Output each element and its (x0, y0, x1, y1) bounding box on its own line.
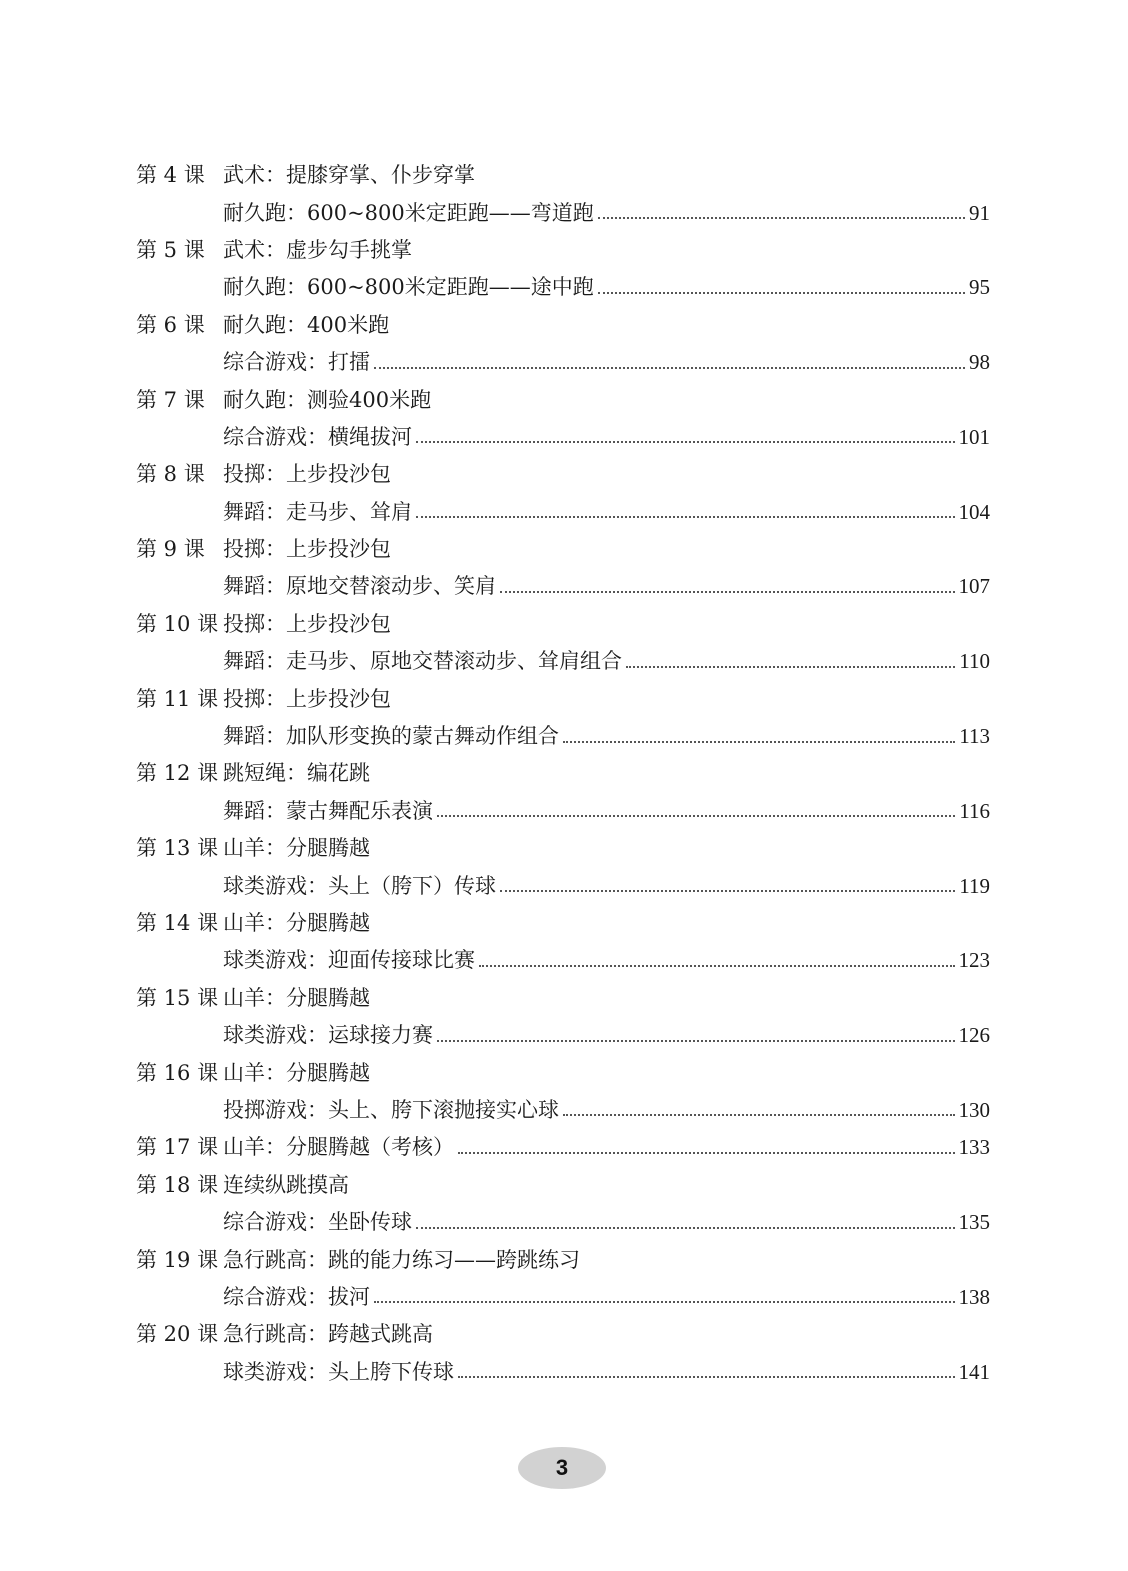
lesson-topic: 山羊：分腿腾越 (223, 911, 370, 935)
page-ref: 104 (958, 499, 990, 524)
toc-entry-line (136, 157, 990, 194)
lesson-topic: 投掷：上步投沙包 (223, 537, 391, 562)
page-ref: 123 (958, 948, 990, 973)
lesson-topic: 急行跳高：跨越式跳高 (223, 1322, 433, 1347)
toc-entry-line (136, 942, 990, 979)
dot-leader (500, 890, 955, 892)
dot-leader (598, 217, 965, 219)
dot-leader (437, 815, 955, 817)
toc-entry-line (136, 1354, 990, 1391)
dot-leader (563, 741, 955, 743)
lesson-number: 第 20 课 (136, 1322, 219, 1347)
lesson-number: 第 16 课 (136, 1060, 219, 1085)
dot-leader (500, 591, 955, 593)
lesson-topic: 舞蹈：走马步、耸肩 (223, 499, 412, 524)
lesson-topic: 投掷：上步投沙包 (223, 462, 391, 487)
lesson-number: 第 10 课 (136, 611, 219, 636)
dot-leader (563, 1114, 955, 1116)
lesson-number: 第 5 课 (136, 237, 205, 262)
page-ref: 113 (959, 724, 990, 749)
lesson-topic: 投掷游戏：头上、胯下滚抛接实心球 (223, 1097, 559, 1122)
dot-leader (437, 1040, 955, 1042)
page-ref: 126 (958, 1023, 990, 1048)
toc-entry-line (136, 1204, 990, 1241)
lesson-topic: 球类游戏：头上（胯下）传球 (223, 873, 496, 898)
dot-leader (416, 516, 955, 518)
toc-entry-line (136, 980, 990, 1017)
toc-entry-line (136, 456, 990, 493)
lesson-topic: 舞蹈：加队形变换的蒙古舞动作组合 (223, 724, 559, 749)
lesson-topic: 耐久跑：600~800米定距跑——途中跑 (223, 275, 594, 300)
lesson-topic: 连续纵跳摸高 (223, 1172, 349, 1197)
toc-entry-line (136, 381, 990, 418)
toc-entry-line (136, 1279, 990, 1316)
dot-leader (479, 965, 955, 967)
lesson-number: 第 7 课 (136, 387, 205, 412)
dot-leader (374, 1301, 955, 1303)
page-ref: 130 (958, 1097, 990, 1122)
toc-entry-line (136, 1054, 990, 1091)
dot-leader (416, 1227, 955, 1229)
toc-entry-line (136, 494, 990, 531)
page-ref: 119 (959, 873, 990, 898)
page-ref: 110 (959, 649, 990, 674)
toc-entry-line (136, 867, 990, 904)
page-ref: 116 (959, 798, 990, 823)
page-number-badge (518, 1447, 606, 1489)
toc-entry-line (136, 1316, 990, 1353)
page-ref: 107 (958, 574, 990, 599)
lesson-topic: 球类游戏：迎面传接球比赛 (223, 948, 475, 973)
toc-entry-line (136, 1092, 990, 1129)
lesson-topic: 舞蹈：蒙古舞配乐表演 (223, 798, 433, 823)
lesson-topic: 山羊：分腿腾越 (223, 836, 370, 861)
toc-entry-line (136, 269, 990, 306)
lesson-number: 第 12 课 (136, 761, 219, 786)
toc-entry-line (136, 419, 990, 456)
lesson-topic: 山羊：分腿腾越 (223, 1060, 370, 1085)
toc-entry-line (136, 680, 990, 717)
lesson-topic: 综合游戏：横绳拔河 (223, 424, 412, 449)
lesson-number: 第 11 课 (136, 686, 219, 711)
lesson-topic: 综合游戏：坐卧传球 (223, 1210, 412, 1235)
toc-entry-line (136, 755, 990, 792)
dot-leader (598, 292, 965, 294)
lesson-topic: 球类游戏：运球接力赛 (223, 1023, 433, 1048)
lesson-topic: 武术：提膝穿掌、仆步穿掌 (223, 163, 475, 188)
lesson-number: 第 8 课 (136, 462, 205, 487)
lesson-topic: 急行跳高：跳的能力练习——跨跳练习 (223, 1247, 580, 1272)
page-number: 3 (555, 1455, 569, 1480)
page-ref: 95 (969, 275, 990, 300)
lesson-number: 第 14 课 (136, 911, 219, 935)
dot-leader (458, 1152, 955, 1154)
dot-leader (416, 441, 955, 443)
table-of-contents (136, 157, 990, 1391)
toc-entry-line (136, 568, 990, 605)
dot-leader (374, 367, 965, 369)
lesson-topic: 耐久跑：400米跑 (223, 312, 390, 337)
toc-entry-line (136, 1017, 990, 1054)
toc-entry-line (136, 1241, 990, 1278)
lesson-number: 第 18 课 (136, 1172, 219, 1197)
toc-entry-line (136, 905, 990, 942)
lesson-number: 第 19 课 (136, 1247, 219, 1272)
toc-entry-line (136, 1167, 990, 1204)
page-ref: 91 (969, 200, 990, 225)
toc-entry-line (136, 1129, 990, 1166)
page-ref: 133 (958, 1135, 990, 1160)
toc-entry-line (136, 643, 990, 680)
toc-entry-line (136, 606, 990, 643)
toc-entry-line (136, 307, 990, 344)
toc-entry-line (136, 793, 990, 830)
lesson-number: 第 4 课 (136, 163, 205, 188)
lesson-number: 第 9 课 (136, 537, 205, 562)
lesson-topic: 舞蹈：原地交替滚动步、笑肩 (223, 574, 496, 599)
dot-leader (626, 666, 955, 668)
lesson-topic: 投掷：上步投沙包 (223, 611, 391, 636)
lesson-topic: 耐久跑：600~800米定距跑——弯道跑 (223, 200, 594, 225)
lesson-topic: 综合游戏：打擂 (223, 350, 370, 375)
lesson-topic: 舞蹈：走马步、原地交替滚动步、耸肩组合 (223, 649, 622, 674)
lesson-topic: 综合游戏：拔河 (223, 1284, 370, 1309)
toc-entry-line (136, 344, 990, 381)
lesson-topic: 跳短绳：编花跳 (223, 761, 370, 786)
page-ref: 138 (958, 1284, 990, 1309)
toc-entry-line (136, 194, 990, 231)
lesson-topic: 耐久跑：测验400米跑 (223, 387, 432, 412)
page-ref: 141 (958, 1359, 990, 1384)
page-ref: 101 (958, 424, 990, 449)
lesson-topic: 山羊：分腿腾越（考核） (223, 1135, 454, 1160)
lesson-number: 第 15 课 (136, 985, 219, 1010)
lesson-number: 第 13 课 (136, 836, 219, 861)
lesson-number: 第 6 课 (136, 312, 205, 337)
toc-entry-line (136, 531, 990, 568)
dot-leader (458, 1376, 955, 1378)
lesson-number: 第 17 课 (136, 1135, 219, 1160)
toc-entry-line (136, 718, 990, 755)
lesson-topic: 球类游戏：头上胯下传球 (223, 1359, 454, 1384)
page-ref: 135 (958, 1210, 990, 1235)
page-ref: 98 (969, 350, 990, 375)
lesson-topic: 投掷：上步投沙包 (223, 686, 391, 711)
toc-entry-line (136, 232, 990, 269)
lesson-topic: 山羊：分腿腾越 (223, 985, 370, 1010)
lesson-topic: 武术：虚步勾手挑掌 (223, 237, 412, 262)
toc-entry-line (136, 830, 990, 867)
